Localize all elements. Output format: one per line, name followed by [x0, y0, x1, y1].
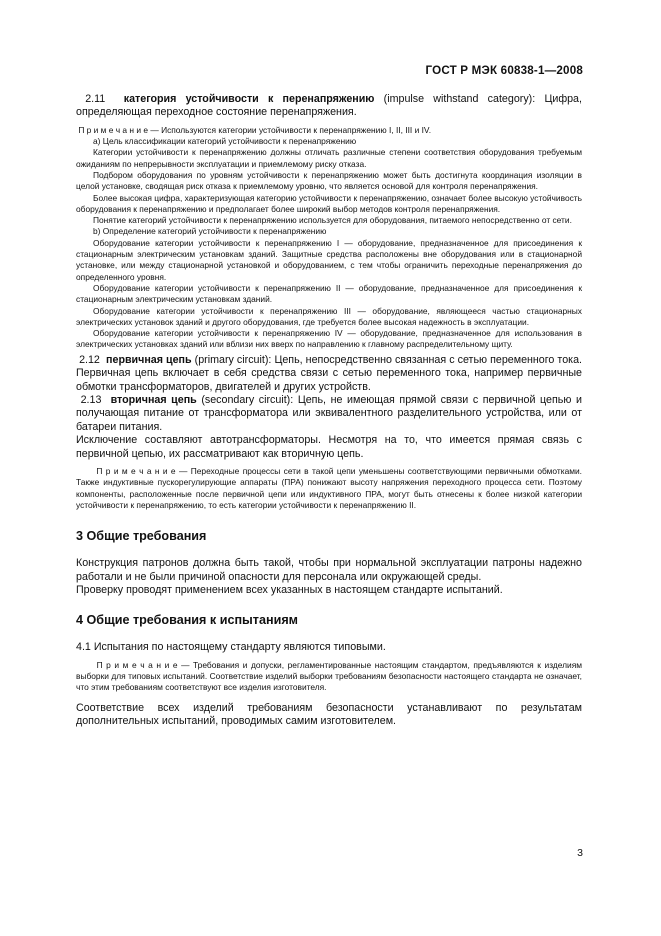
note: П р и м е ч а н и е — Используются категории устойчивости к перенапряжению I, II, III и IV. [78, 124, 432, 135]
document-header: ГОСТ Р МЭК 60838-1—2008 [425, 64, 583, 77]
note-paragraph: Оборудование категории устойчивости к перенапряжению I — оборудование, предназначенное для присоединения к стационарным электрическим установкам зданий. Защитные средства расположены вне оборудования или в стационарной установке, или между стационарной установкой и оборудованием, с тем чтобы ограничить переходные перенапряжения до определенного уровня. [76, 237, 582, 282]
term: первичная цепь [106, 353, 192, 366]
page-content [76, 93, 582, 729]
body-paragraph: Проверку проводят применением всех указанных в настоящем стандарте испытаний. [76, 584, 503, 596]
note-paragraph: Более высокая цифра, характеризующая категорию устойчивости к перенапряжению, означает более высокую устойчивость оборудования к перенапряжению и предполагает более широкий выбор методов контроля перенапряжения. [76, 192, 582, 214]
body-paragraph: Конструкция патронов должна быть такой, чтобы при нормальной эксплуатации патроны надежно работали и не были причиной опасности для персонала или окружающей среды. [76, 557, 582, 583]
body-paragraph: Исключение составляют автотрансформаторы. Несмотря на то, что имеется прямая связь с первичной цепью, их рассматривают как вторичную цепь. [76, 434, 582, 460]
body-paragraph: Соответствие всех изделий требованиям безопасности устанавливают по результатам дополнительных испытаний, проводимых самим изготовителем. [76, 701, 582, 728]
note-paragraph: Подбором оборудования по уровням устойчивости к перенапряжению может быть достигнута координация изоляции в целой установке, сводящая риск отказа к приемлемому уровню, что является основой для контроля перенапряжения. [76, 170, 582, 192]
section-4-title: 4 Общие требования к испытаниям [76, 613, 298, 628]
note-paragraph: Категории устойчивости к перенапряжению должны отличать различные степени соответствия оборудования требуемым ожиданиям по непрерывности эксплуатации и приемлемому риску отказа. [76, 147, 582, 169]
term: категория устойчивости к перенапряжению [123, 93, 375, 105]
note-paragraph: Понятие категорий устойчивости к перенапряжению используется для оборудования, питаемого непосредственно от сети. [93, 215, 572, 226]
subclause-title: b) Определение категорий устойчивости к перенапряжению [93, 226, 327, 237]
clause-2-13: 2.13 вторичная цепь (secondary circuit): Цепь, не имеющая прямой связи с первичной цепью и получающая питание от трансформатора или эквивалентного разделительного устройства, или от батареи питания. [76, 393, 582, 433]
note: П р и м е ч а н и е — Переходные процессы сети в такой цепи уменьшены соответствующими первичными обмотками. Также индуктивные пускорегулирующие аппараты (ПРА) понижают высоту напряжения переходного процесса сети. Поэтому компоненты, расположенные после первичной цепи или индуктивного ПРА, могут быть отнесены к более низкой категории устойчивости к перенапряжению, то есть категории устойчивости к перенапряжению II. [76, 466, 583, 510]
subclause-title: а) Цель классификации категорий устойчивости к перенапряжению [93, 136, 357, 147]
clause-2-11: 2.11 категория устойчивости к перенапряжению (impulse withstand category): Цифра, определяющая переходное состояние перенапряжения. [76, 93, 582, 119]
section-3-title: 3 Общие требования [76, 529, 207, 544]
page-number: 3 [577, 847, 583, 859]
clause-2-12: 2.12 первичная цепь (primary circuit): Цепь, непосредственно связанная с сетью переменного тока. Первичная цепь включает в себя средства связи с сетью переменного тока, например первичные обмотки трансформаторов, двигателей и других устройств. [76, 353, 582, 393]
note: П р и м е ч а н и е — Требования и допуски, регламентированные настоящим стандартом, предъявляются к изделиям выборки для типовых испытаний. Соответствие изделий выборки требованиям безопасности настоящего стандарта не означает, что этим требованиям соответствуют все изделия изготовителя. [76, 659, 582, 693]
note-paragraph: Оборудование категории устойчивости к перенапряжению IV — оборудование, предназначенное для использования в электрических установках зданий или вблизи них вверх по направлению к главному распределительному щиту. [76, 328, 582, 350]
note-paragraph: Оборудование категории устойчивости к перенапряжению III — оборудование, являющееся частью стационарных электрических установок зданий и другого оборудования, где требуется более высокая надежность в эксплуатации. [76, 305, 582, 327]
clause-4-1: 4.1 Испытания по настоящему стандарту являются типовыми. [76, 641, 386, 654]
term: вторичная цепь [110, 393, 197, 406]
note-paragraph: Оборудование категории устойчивости к перенапряжению II — оборудование, предназначенное для присоединения к стационарным электрическим установкам зданий. [76, 282, 582, 305]
